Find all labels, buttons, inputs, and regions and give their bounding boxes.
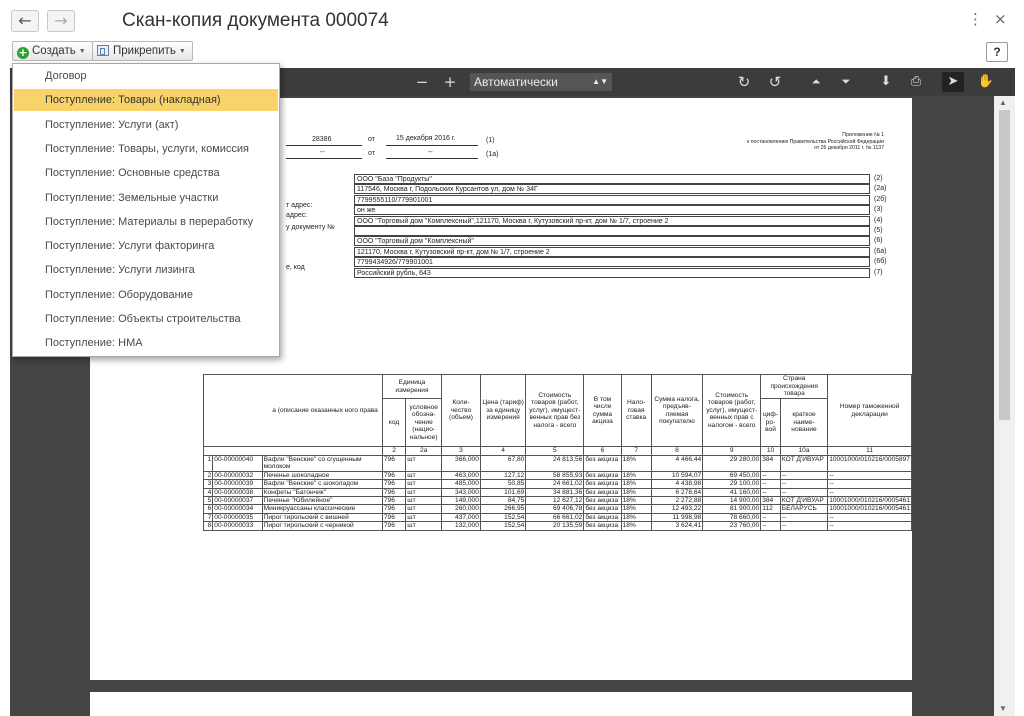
scroll-down-icon[interactable]: ▼ — [999, 704, 1007, 713]
header-qty: Коли-чество (объем) — [442, 375, 481, 447]
table-cell: 10001000/010216/0005461 — [829, 497, 910, 505]
column-number: 7 — [621, 447, 651, 456]
table-cell: без акциза — [584, 522, 621, 530]
annex-line: от 26 декабря 2011 г. № 1137 — [814, 145, 884, 151]
table-cell: 6 278,64 — [651, 488, 703, 496]
table-cell: -- — [761, 513, 781, 521]
invoice-rows — [204, 456, 912, 531]
table-cell: 7 — [204, 513, 213, 521]
table-cell: 11 998,98 — [651, 513, 703, 521]
table-cell: без акциза — [584, 471, 621, 479]
rotate-left-icon[interactable]: ↺ — [768, 73, 782, 91]
table-cell: 463,000 — [442, 471, 481, 479]
column-number: 9 — [703, 447, 761, 456]
toolbar — [0, 38, 1024, 64]
column-number: 10 — [761, 447, 781, 456]
table-cell: 796 — [382, 513, 405, 521]
table-row — [204, 513, 912, 521]
header-excise: В том числе сумма акциза — [584, 375, 621, 447]
arrow-right-icon: → — [54, 11, 68, 30]
table-cell: 796 — [382, 488, 405, 496]
table-cell: Печенье шоколадное — [262, 471, 382, 479]
zoom-value: Автоматически — [474, 75, 558, 89]
table-cell: 796 — [382, 505, 405, 513]
table-cell: 796 — [382, 522, 405, 530]
requisite-ref: (2а) — [874, 185, 887, 193]
title-bar — [0, 0, 1024, 38]
table-cell: 50,85 — [480, 480, 525, 488]
table-cell: -- — [828, 471, 912, 479]
table-cell: 101,69 — [480, 488, 525, 496]
requisite-ref: (6б) — [874, 258, 887, 266]
table-cell: 343,000 — [442, 488, 481, 496]
side-label: адрес: — [286, 212, 308, 219]
table-cell: 2 272,88 — [651, 497, 703, 505]
table-cell: 18% — [621, 488, 651, 496]
table-cell: 29 280,00 — [703, 456, 761, 472]
create-button[interactable] — [12, 41, 93, 61]
doc-ref: (1) — [486, 137, 495, 144]
underline — [286, 136, 362, 146]
requisite-field: ООО "Торговый дом "Комплексный" — [354, 236, 870, 246]
doc-ref: (1а) — [486, 151, 499, 158]
table-cell: 18% — [621, 513, 651, 521]
table-cell: -- — [780, 522, 827, 530]
table-row — [204, 471, 912, 479]
table-cell: 18% — [621, 522, 651, 530]
table-cell: Конфеты "Батончик" — [262, 488, 382, 496]
table-row — [204, 480, 912, 488]
menu-item[interactable]: Поступление: Материалы в переработку — [45, 215, 254, 228]
requisite-field: ООО "База "Продукты" — [354, 174, 870, 184]
annex-line: к постановлению Правительства Российской Федерации — [747, 138, 884, 145]
requisite-ref: (3) — [874, 206, 883, 214]
table-cell: 152,54 — [480, 522, 525, 530]
table-cell: 00-00000039 — [213, 480, 262, 488]
menu-item[interactable]: Поступление: НМА — [45, 337, 143, 350]
table-cell: 10001000/010216/0005897 — [828, 456, 912, 472]
create-dropdown-menu — [12, 63, 280, 357]
table-cell: 5 — [204, 497, 213, 505]
invoice-table — [203, 374, 912, 531]
table-cell: 41 160,00 — [703, 488, 761, 496]
requisite-field: ООО "Торговый дом "Комплексный",121170, Москва г, Кутузовский пр-кт, дом № 1/7, строение 2 — [354, 216, 870, 226]
doc-ot-label: от — [368, 136, 375, 143]
menu-item[interactable]: Поступление: Товары (накладная) — [14, 89, 278, 111]
table-cell: -- — [828, 513, 912, 521]
doc-ot-label: от — [368, 150, 375, 157]
header-code: код — [382, 399, 405, 447]
header-country-code: циф-ро-вой — [761, 399, 781, 447]
table-cell: 00-00000038 — [213, 488, 262, 496]
requisite-field: Российский рубль, 643 — [354, 268, 870, 278]
column-number: 2а — [406, 447, 442, 456]
table-cell: 796 — [382, 497, 405, 505]
table-cell: шт — [406, 522, 442, 530]
doc-dash: -- — [320, 149, 325, 156]
more-menu-icon[interactable]: ⋮ — [968, 10, 983, 28]
header-country: Страна происхождения товара — [761, 375, 828, 399]
first-page-icon[interactable]: ⏶ — [811, 75, 821, 88]
download-icon[interactable]: ⬇ — [880, 74, 892, 89]
requisite-field: он же — [354, 205, 870, 215]
table-cell: 796 — [382, 456, 405, 472]
table-cell: -- — [780, 480, 827, 488]
table-cell: Печенье "Юбилейное" — [262, 497, 382, 505]
table-cell: БЕЛАРУСЬ — [780, 505, 827, 513]
requisite-ref: (7) — [874, 268, 883, 276]
attach-icon — [97, 45, 109, 56]
header-price: Цена (тариф) за единицу измерения — [480, 375, 525, 447]
table-cell: 384 — [761, 497, 781, 505]
header-unit: Единица измерения — [382, 375, 441, 399]
scroll-thumb[interactable] — [999, 110, 1010, 420]
table-cell: 366,000 — [442, 456, 481, 472]
doc-date: 15 декабря 2016 г. — [396, 135, 456, 142]
table-cell: без акциза — [584, 480, 621, 488]
rotate-right-icon[interactable]: ↻ — [737, 73, 751, 91]
table-cell: шт — [406, 456, 442, 472]
table-cell: 12 627,12 — [526, 497, 584, 505]
table-cell: 6 — [204, 505, 213, 513]
table-cell: 437,000 — [442, 513, 481, 521]
arrow-left-icon: ← — [18, 11, 32, 30]
table-cell: 18% — [621, 456, 651, 472]
table-cell: -- — [761, 471, 781, 479]
menu-item[interactable]: Поступление: Услуги (акт) — [45, 118, 179, 131]
table-cell: шт — [406, 471, 442, 479]
table-cell: без акциза — [584, 505, 621, 513]
table-cell: 24 813,56 — [526, 456, 584, 472]
table-cell: 4 438,98 — [651, 480, 703, 488]
doc-number: 28386 — [312, 136, 332, 143]
table-cell: 23 760,00 — [703, 522, 761, 530]
table-cell: 29 100,00 — [703, 480, 761, 488]
table-row — [204, 497, 912, 505]
table-row — [204, 488, 912, 496]
print-icon[interactable]: ⎙ — [910, 74, 922, 89]
table-cell: шт — [406, 505, 442, 513]
requisite-field — [354, 226, 870, 236]
column-number: 11 — [828, 447, 912, 456]
table-cell: Вафли "Венские" со сгущенным молоком — [262, 456, 382, 472]
scroll-up-icon[interactable]: ▲ — [999, 98, 1007, 107]
table-cell: 66 661,02 — [526, 513, 584, 521]
requisite-ref: (4) — [874, 216, 883, 224]
table-cell: 00-00000033 — [213, 522, 262, 530]
updown-icon: ▲▼ — [592, 77, 608, 86]
requisite-ref: (6а) — [874, 247, 887, 255]
table-cell: 4 — [204, 488, 213, 496]
requisite-field: 7799434926/779901001 — [354, 257, 870, 267]
table-cell: 3 624,41 — [651, 522, 703, 530]
annex-note — [740, 132, 884, 152]
table-row — [204, 522, 912, 530]
menu-item[interactable]: Поступление: Услуги лизинга — [45, 264, 195, 277]
table-cell: 152,54 — [480, 513, 525, 521]
table-cell: 84,75 — [480, 497, 525, 505]
table-cell: без акциза — [584, 513, 621, 521]
header-country-name: краткое наиме-нование — [780, 399, 827, 447]
table-cell: КОТ Д'ИВУАР — [780, 456, 827, 472]
close-icon[interactable]: × — [994, 10, 1007, 28]
forward-button[interactable] — [47, 10, 75, 32]
table-cell: 384 — [761, 456, 781, 472]
side-label: у документу № — [286, 224, 335, 231]
table-cell: -- — [780, 513, 827, 521]
table-cell: 00-00000040 — [213, 456, 262, 472]
chevron-down-icon: ▼ — [178, 48, 186, 55]
table-cell: без акциза — [584, 497, 621, 505]
table-cell: Пирог тирольский с черникой — [262, 522, 382, 530]
header-rate: Нало-говая ставка — [621, 375, 651, 447]
table-cell: 3 — [204, 480, 213, 488]
table-cell: шт — [406, 497, 442, 505]
table-row — [204, 505, 912, 513]
menu-item[interactable]: Договор — [45, 70, 87, 82]
column-numbers-row — [204, 447, 912, 456]
attach-label: Прикрепить — [113, 45, 176, 57]
table-cell: 69 450,00 — [703, 471, 761, 479]
table-cell: 58 855,93 — [526, 471, 584, 479]
pointer-icon[interactable]: ➤ — [942, 72, 964, 92]
table-cell: 18% — [621, 497, 651, 505]
column-number: 10а — [780, 447, 827, 456]
table-cell: -- — [761, 480, 781, 488]
table-cell: Миникруассаны классические — [262, 505, 382, 513]
column-number: 4 — [480, 447, 525, 456]
table-cell: 132,000 — [442, 522, 481, 530]
header-declaration: Номер таможенной декларации — [828, 375, 912, 447]
create-label: Создать — [32, 45, 76, 57]
table-cell: шт — [406, 513, 442, 521]
requisite-ref: (5) — [874, 227, 883, 234]
table-cell: 67,80 — [480, 456, 525, 472]
table-cell: 796 — [382, 471, 405, 479]
table-cell: 112 — [761, 505, 781, 513]
chevron-down-icon: ▼ — [78, 48, 86, 55]
column-number: 8 — [651, 447, 703, 456]
table-cell: 485,000 — [442, 480, 481, 488]
column-number: 3 — [442, 447, 481, 456]
help-button[interactable]: ? — [986, 42, 1008, 62]
menu-item[interactable]: Поступление: Товары, услуги, комиссия — [45, 142, 250, 155]
zoom-in-icon[interactable]: + — [443, 73, 457, 91]
table-cell: 127,12 — [480, 471, 525, 479]
requisite-ref: (6) — [874, 237, 883, 245]
menu-item[interactable]: Поступление: Объекты строительства — [45, 313, 241, 325]
table-cell: 260,000 — [442, 505, 481, 513]
header-total: Стоимость товаров (работ, услуг), имущест-венных прав с налогом - всего — [703, 375, 761, 447]
menu-item[interactable]: Поступление: Оборудование — [45, 288, 193, 301]
table-cell: 12 493,22 — [651, 505, 703, 513]
requisite-field: 117546, Москва г, Подольских Курсантов ул, дом № 34Г — [354, 184, 870, 194]
next-page — [90, 692, 912, 716]
requisite-ref: (2б) — [874, 195, 887, 203]
annex-line: Приложение № 1 — [842, 132, 884, 138]
table-cell: Вафли "Венские" с шоколадом — [262, 480, 382, 488]
column-number: 2 — [382, 447, 405, 456]
table-cell: 8 — [204, 522, 213, 530]
attach-button[interactable] — [92, 41, 193, 61]
table-cell: 78 660,00 — [703, 513, 761, 521]
doc-dash: -- — [428, 149, 433, 156]
table-cell: 14 900,00 — [703, 497, 761, 505]
requisite-field: 7799555110/779901001 — [354, 195, 870, 205]
table-cell: 18% — [621, 480, 651, 488]
side-label: е, код — [286, 264, 305, 271]
table-cell: 266,95 — [480, 505, 525, 513]
table-cell: 00-00000034 — [213, 505, 262, 513]
header-cost: Стоимость товаров (работ, услуг), имущест-венных прав без налога - всего — [526, 375, 584, 447]
table-cell: -- — [780, 471, 827, 479]
menu-item[interactable]: Поступление: Основные средства — [45, 167, 220, 180]
table-cell: 2 — [204, 471, 213, 479]
column-number: 6 — [584, 447, 621, 456]
table-cell: 10 594,07 — [651, 471, 703, 479]
table-cell: 34 881,36 — [526, 488, 584, 496]
side-label: т адрес: — [286, 202, 313, 209]
table-cell: -- — [761, 522, 781, 530]
table-cell: 69 406,78 — [526, 505, 584, 513]
table-cell: 20 135,59 — [526, 522, 584, 530]
table-cell: 00-00000032 — [213, 471, 262, 479]
table-row — [204, 456, 912, 472]
table-cell: КОТ Д'ИВУАР — [780, 497, 827, 505]
table-cell: шт — [406, 488, 442, 496]
header-unit-name: условное обозна-чение (нацио-нальное) — [406, 399, 442, 447]
table-cell: 4 466,44 — [651, 456, 703, 472]
table-cell: -- — [780, 488, 827, 496]
table-cell: -- — [761, 488, 781, 496]
table-cell: 796 — [382, 480, 405, 488]
table-cell: 24 661,02 — [526, 480, 584, 488]
table-cell: без акциза — [584, 488, 621, 496]
zoom-out-icon[interactable]: − — [415, 73, 429, 91]
plus-icon: + — [18, 46, 28, 59]
table-cell: 18% — [621, 505, 651, 513]
table-cell: 18% — [621, 471, 651, 479]
table-cell: -- — [828, 488, 912, 496]
page-title: Скан-копия документа 000074 — [122, 10, 389, 31]
menu-item[interactable]: Поступление: Земельные участки — [45, 191, 219, 204]
column-number: 5 — [526, 447, 584, 456]
requisite-ref: (2) — [874, 175, 883, 182]
table-cell: -- — [828, 522, 912, 530]
table-cell: Пирог тирольский с вишней — [262, 513, 382, 521]
zoom-select[interactable] — [470, 73, 612, 91]
table-cell: 00-00000035 — [213, 513, 262, 521]
table-cell: без акциза — [584, 456, 621, 472]
hand-icon[interactable]: ✋ — [977, 74, 995, 89]
last-page-icon[interactable]: ⏷ — [841, 75, 851, 88]
table-cell: -- — [828, 480, 912, 488]
table-cell: 10001000/010216/0005461 — [829, 505, 910, 513]
table-cell: 1 — [204, 456, 213, 472]
menu-item[interactable]: Поступление: Услуги факторинга — [45, 240, 215, 253]
table-cell: шт — [406, 480, 442, 488]
vertical-scrollbar[interactable] — [994, 96, 1015, 716]
table-cell: 00-00000037 — [213, 497, 262, 505]
requisite-field: 121170, Москва г, Кутузовский пр-кт, дом № 1/7, строение 2 — [354, 247, 870, 257]
back-button[interactable] — [11, 10, 39, 32]
table-cell: 149,000 — [442, 497, 481, 505]
header-tax: Сумма налога, предъяв-ляемая покупателю — [651, 375, 703, 447]
table-cell: 81 900,00 — [703, 505, 761, 513]
header-name: а (описание оказанных ного права — [204, 375, 383, 447]
